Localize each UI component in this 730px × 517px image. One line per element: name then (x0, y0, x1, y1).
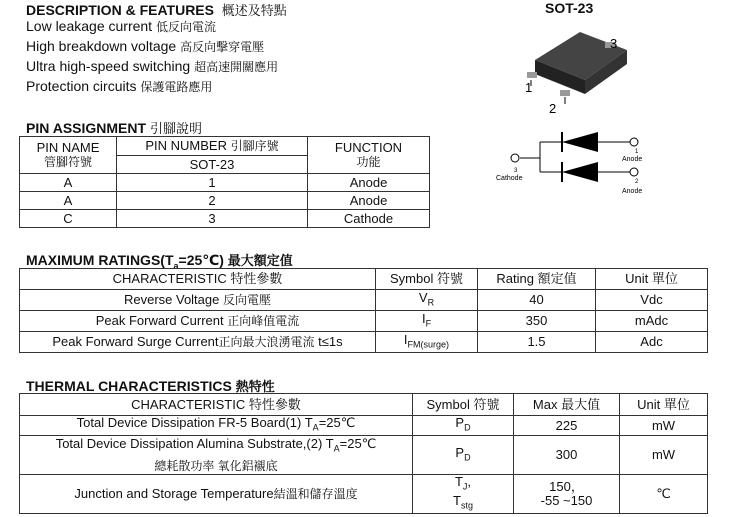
sot23-package-illustration (515, 20, 635, 120)
thermal-heading: THERMAL CHARACTERISTICS 熱特性 (26, 378, 275, 394)
diode-schematic (490, 128, 660, 200)
function-header: FUNCTION 功能 (308, 137, 430, 174)
table-row: A 2 Anode (20, 192, 430, 210)
table-row: Reverse Voltage 反向電壓 $V_R$ 40 Vdc (20, 290, 708, 311)
table-row: A 1 Anode (20, 174, 430, 192)
feature-item: Protection circuits 保護電路應用 (26, 78, 213, 94)
feature-item: High breakdown voltage 高反向擊穿電壓 (26, 38, 265, 54)
table-row: Junction and Storage Temperature結溫和儲存溫度 $T_J$, $T_{stg}$ 150， -55 ~150 ℃ (20, 475, 708, 514)
feature-item: Low leakage current 低反向電流 (26, 18, 216, 34)
svg-text:2: 2 (635, 179, 639, 185)
cathode-label: Cathode (496, 175, 523, 182)
thermal-table: CHARACTERISTIC 特性參數 Symbol 符號 Max 最大值 Unit 單位 Total Device Dissipation FR-5 Board(1) $T_A=25℃$ $P_D$ 225 mW Total Device Dissipation Alumina Substrate,(2) $T_A=25℃$ 總耗散功率 氧化鋁襯底 $P_D$ 300 mW Junction and Storage Temperature結溫和儲存溫度 $T_J$, $T_{stg}$ 150， -55 ~150 ℃ (19, 393, 708, 514)
svg-text:1: 1 (635, 149, 639, 155)
anode-label-1: Anode (622, 156, 643, 163)
feature-item: Ultra high-speed switching 超高速開關應用 (26, 58, 279, 74)
table-row: Total Device Dissipation FR-5 Board(1) $T_A=25℃$ $P_D$ 225 mW (20, 416, 708, 436)
max-ratings-table: CHARACTERISTIC 特性參數 Symbol 符號 Rating 額定值 Unit 單位 Reverse Voltage 反向電壓 $V_R$ 40 Vdc Peak Forward Current 正向峰值電流 $I_F$ 350 mAdc Peak Forward Surge Current正向最大浪湧電流 t≤1s $I_{FM(surge)}$ 1.5 Adc (19, 268, 708, 353)
pin-1-label: 1 (525, 80, 533, 95)
max-ratings-heading: MAXIMUM $RATINGS(T_a=25℃)$ 最大額定值 (26, 252, 293, 271)
table-row: Peak Forward Surge Current正向最大浪湧電流 t≤1s $I_{FM(surge)}$ 1.5 Adc (20, 332, 708, 353)
pin-name-header: PIN NAME 管腳符號 (20, 137, 117, 174)
pin-2-label: 2 (549, 101, 557, 116)
feature-list (26, 17, 278, 97)
pin-assignment-heading: PIN ASSIGNMENT 引腳說明 (26, 120, 202, 136)
pin-3-label: 3 (610, 36, 618, 51)
anode-label-2: Anode (622, 188, 643, 195)
pin-assignment-table (19, 136, 430, 228)
pin-number-subheader: SOT-23 (117, 156, 308, 174)
table-row: Peak Forward Current 正向峰值電流 $I_F$ 350 mAdc (20, 311, 708, 332)
svg-text:3: 3 (514, 168, 518, 174)
table-row: Total Device Dissipation Alumina Substrate,(2) $T_A=25℃$ 總耗散功率 氧化鋁襯底 $P_D$ 300 mW (20, 436, 708, 475)
features-heading: DESCRIPTION & FEATURES 概述及特點 (26, 2, 287, 18)
pin-number-header: PIN NUMBER 引腳序號 (117, 137, 308, 156)
package-title: SOT-23 (545, 0, 594, 16)
table-row: C 3 Cathode (20, 210, 430, 228)
